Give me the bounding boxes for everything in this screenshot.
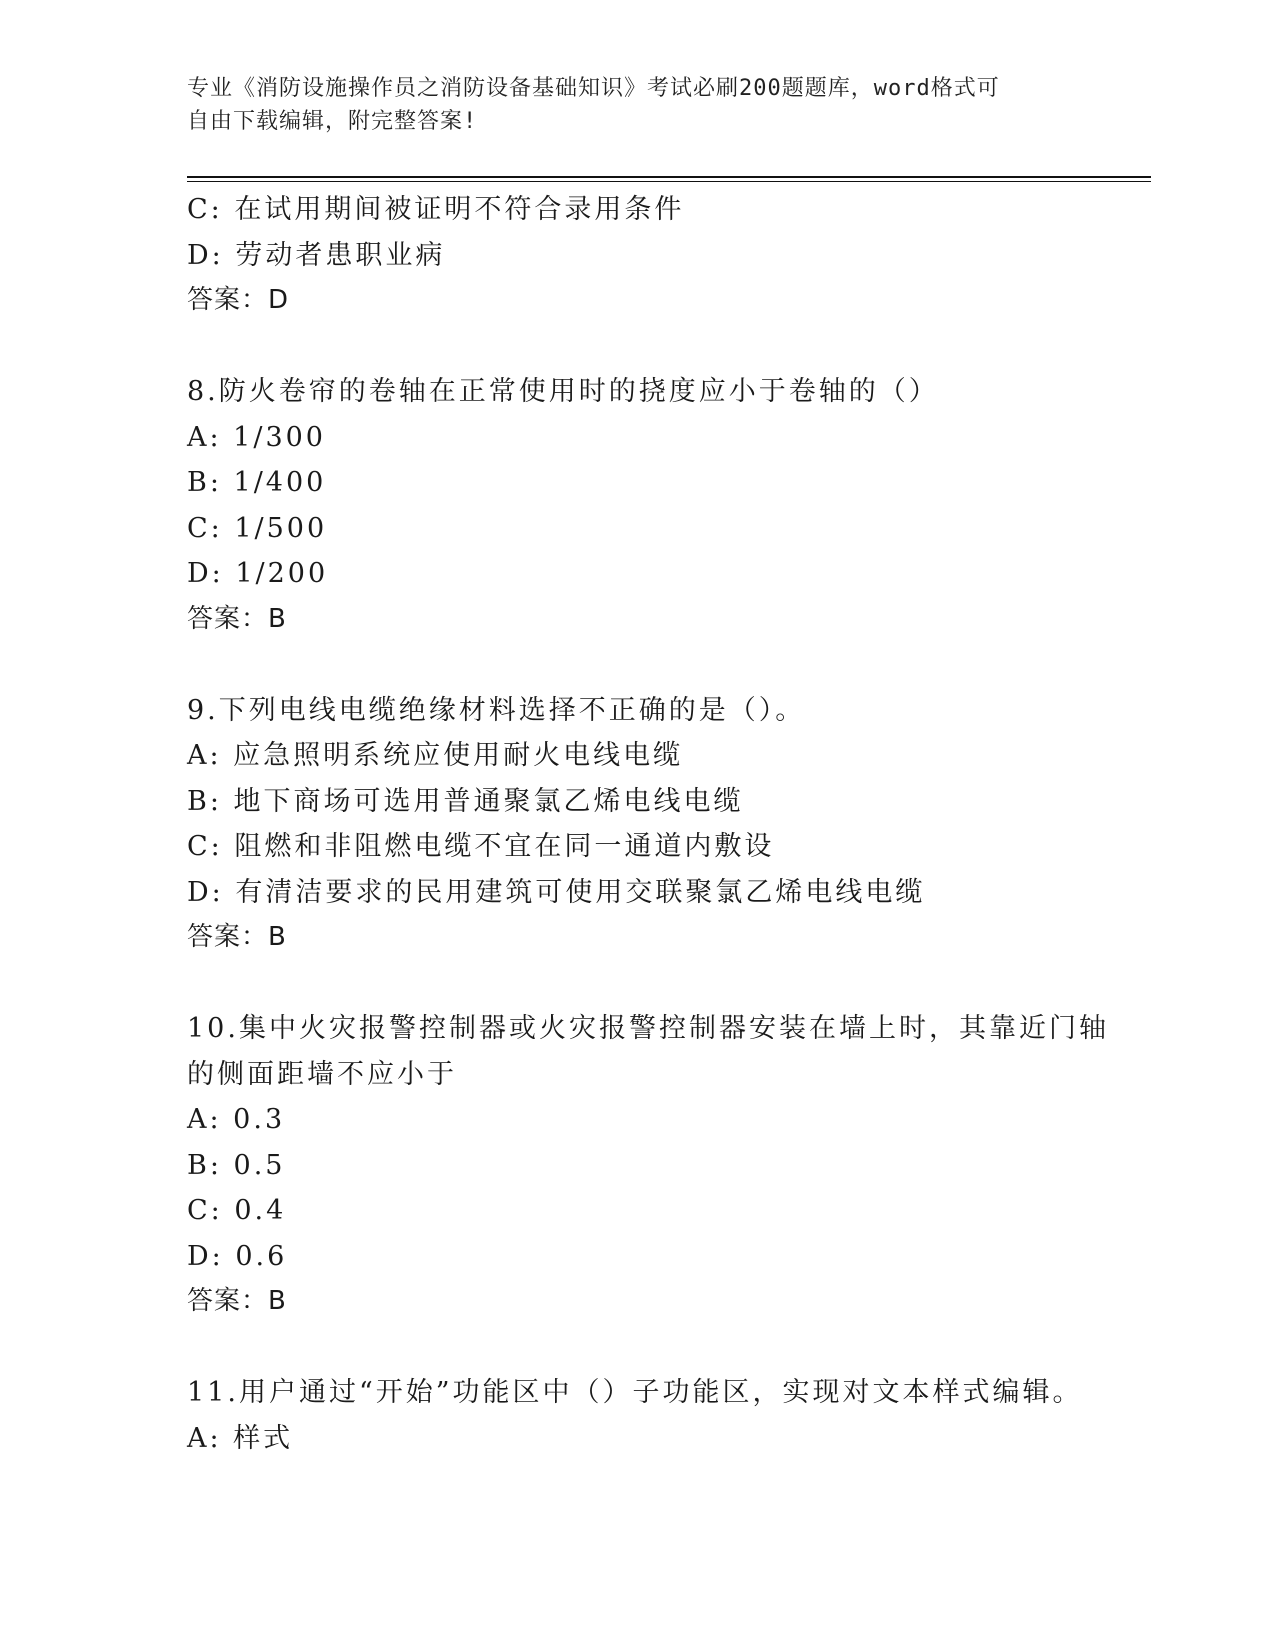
option-d: D: 1/200 — [187, 558, 329, 589]
spacer — [187, 324, 1087, 370]
spacer — [187, 642, 1087, 688]
spacer — [187, 1325, 1087, 1371]
option-a: A: 应急照明系统应使用耐火电线电缆 — [187, 740, 684, 771]
answer-line: 答案：B — [187, 1286, 287, 1316]
question-11 — [187, 1370, 1087, 1461]
question-list — [187, 187, 1109, 1461]
spacer — [187, 961, 1087, 1007]
option-d: D: 有清洁要求的民用建筑可使用交联聚氯乙烯电线电缆 — [187, 876, 926, 908]
question-stem: 11.用户通过“开始”功能区中（）子功能区，实现对文本样式编辑。 — [187, 1377, 1083, 1408]
question-9 — [187, 688, 1087, 961]
option-c: C: 1/500 — [187, 512, 328, 544]
option-c: C: 0.4 — [187, 1195, 287, 1226]
option-a: A: 样式 — [187, 1422, 294, 1454]
option-d: D: 劳动者患职业病 — [187, 239, 446, 271]
question-8 — [187, 369, 1087, 642]
option-c: C: 在试用期间被证明不符合录用条件 — [187, 194, 685, 225]
option-b: B: 地下商场可选用普通聚氯乙烯电线电缆 — [187, 785, 744, 817]
question-stem — [187, 1006, 1109, 1097]
question-7 — [187, 187, 1087, 324]
header-title-line-2: 自由下载编辑，附完整答案! — [187, 109, 478, 134]
option-b: B: 1/400 — [187, 467, 327, 498]
option-b: B: 0.5 — [187, 1149, 286, 1181]
answer-line: 答案：B — [187, 922, 287, 952]
option-d: D: 0.6 — [187, 1240, 288, 1272]
option-a: A: 1/300 — [187, 421, 326, 453]
question-stem-line-2: 的侧面距墙不应小于 — [187, 1058, 457, 1090]
header-title-line-1: 专业《消防设施操作员之消防设备基础知识》考试必刷200题题库，word格式可 — [187, 76, 1000, 101]
option-c: C: 阻燃和非阻燃电缆不宜在同一通道内敷设 — [187, 831, 775, 862]
question-stem: 9.下列电线电缆绝缘材料选择不正确的是（）。 — [187, 694, 806, 726]
question-stem: 8.防火卷帘的卷轴在正常使用时的挠度应小于卷轴的（） — [187, 376, 939, 407]
option-a: A: 0.3 — [187, 1104, 286, 1135]
header-divider-thin — [187, 181, 1151, 182]
question-stem-line-1: 10.集中火灾报警控制器或火灾报警控制器安装在墙上时，其靠近门轴 — [187, 1013, 1109, 1044]
document-header — [187, 72, 1067, 138]
header-divider-thick — [187, 176, 1151, 178]
question-10 — [187, 1006, 1109, 1325]
answer-line: 答案：D — [187, 285, 290, 315]
answer-line: 答案：B — [187, 603, 287, 634]
